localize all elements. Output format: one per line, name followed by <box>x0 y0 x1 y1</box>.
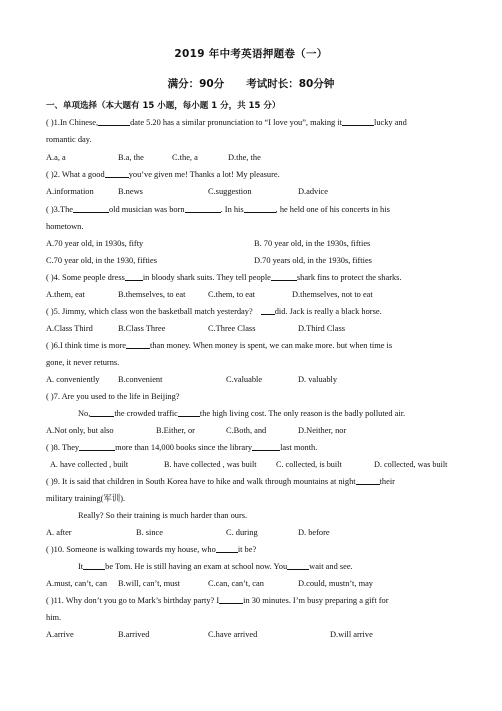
blank <box>98 117 130 126</box>
question-7-reply: No, the crowded traffic the high living cost. The only reason is the badly polluted air. <box>78 409 406 418</box>
question-5: ( )5. Jimmy, which class won the basketball match yesterday? did. Jack is really a black horse. <box>46 307 382 316</box>
option-b: B.will, can’t, must <box>118 579 180 588</box>
option-d: D.Third Class <box>298 324 345 333</box>
blank <box>287 561 309 570</box>
option-d: D.the, the <box>228 153 261 162</box>
blank <box>73 204 109 213</box>
option-d: D.70 years old, in the 1930s, fifties <box>254 256 372 265</box>
section-heading: 一、单项选择（本大题有 15 小题，每小题 1 分，共 15 分） <box>46 101 281 111</box>
option-c: C.Both, and <box>226 426 267 435</box>
option-b: B.convenient <box>118 375 163 384</box>
blank <box>244 204 276 213</box>
blank <box>126 340 150 349</box>
option-a: A. after <box>46 528 72 537</box>
blank <box>125 272 143 281</box>
option-d: D. valuably <box>298 375 338 384</box>
option-c: C.them, to eat <box>208 290 255 299</box>
full-score: 满分：90分 <box>167 78 225 90</box>
exam-title: 2019 年中考英语押题卷（一） <box>174 48 328 60</box>
option-d: D. collected, was built <box>374 460 448 469</box>
option-c: C.valuable <box>226 375 263 384</box>
question-10: ( )10. Someone is walking towards my house, who it be? <box>46 545 257 554</box>
blank <box>216 544 238 553</box>
question-3-cont: hometown. <box>46 222 84 231</box>
question-9: ( )9. It is said that children in South Korea have to hike and walk through mountains at night their <box>46 477 395 486</box>
option-a: A.Class Third <box>46 324 93 333</box>
question-6: ( )6.I think time is more than money. When money is spent, we can make more. but when time is <box>46 341 393 350</box>
option-a: A.a, a <box>46 153 66 162</box>
blank <box>261 306 275 315</box>
question-9-reply: Really? So their training is much harder than ours. <box>78 511 248 520</box>
blank <box>79 442 115 451</box>
option-a: A.70 year old, in 1930s, fifty <box>46 239 144 248</box>
option-c: C.can, can’t, can <box>208 579 264 588</box>
question-9-cont: military training(军训). <box>46 494 126 503</box>
option-b: B. 70 year old, in the 1930s, fifties <box>254 239 371 248</box>
option-b: B.a, the <box>118 153 144 162</box>
option-d: D. before <box>298 528 330 537</box>
option-c: C.Three Class <box>208 324 256 333</box>
option-b: B.Class Three <box>118 324 166 333</box>
option-c: C.have arrived <box>208 630 258 639</box>
question-11-cont: him. <box>46 613 62 622</box>
option-a: A.information <box>46 187 94 196</box>
blank <box>178 408 200 417</box>
question-2: ( )2. What a good you’ve given me! Thanks a lot! My pleasure. <box>46 170 280 179</box>
option-c: C. during <box>226 528 258 537</box>
option-c: C.the, a <box>172 153 198 162</box>
option-b: B. have collected , was built <box>164 460 257 469</box>
option-c: C.70 year old, in the 1930, fifties <box>46 256 157 265</box>
option-a: A.them, eat <box>46 290 85 299</box>
blank <box>90 408 114 417</box>
option-d: D.Neither, nor <box>298 426 347 435</box>
blank <box>356 476 380 485</box>
option-b: B.themselves, to eat <box>118 290 186 299</box>
blank <box>83 561 105 570</box>
question-3: ( )3.The old musician was born . In his , he held one of his concerts in his <box>46 205 390 214</box>
option-b: B. since <box>136 528 163 537</box>
option-c: C.suggestion <box>208 187 252 196</box>
option-a: A.Not only, but also <box>46 426 114 435</box>
blank <box>271 272 297 281</box>
blank <box>105 169 129 178</box>
option-a: A.arrive <box>46 630 74 639</box>
question-4: ( )4. Some people dress in bloody shark suits. They tell people shark fins to protect the sharks. <box>46 273 402 282</box>
question-1-cont: romantic day. <box>46 135 92 144</box>
option-d: D.could, mustn’t, may <box>298 579 373 588</box>
option-a: A. have collected , built <box>50 460 129 469</box>
option-c: C. collected, is built <box>276 460 342 469</box>
blank <box>342 117 374 126</box>
option-a: A. conveniently <box>46 375 100 384</box>
question-7: ( )7. Are you used to the life in Beijing? <box>46 392 180 401</box>
question-6-cont: gone, it never returns. <box>46 358 120 367</box>
question-11: ( )11. Why don’t you go to Mark’s birthday party? I in 30 minutes. I’m busy preparing a gift for <box>46 596 389 605</box>
blank <box>185 204 221 213</box>
option-a: A.must, can’t, can <box>46 579 108 588</box>
option-d: D.advice <box>298 187 328 196</box>
blank <box>252 442 280 451</box>
time-limit: 考试时长：80分钟 <box>246 78 335 90</box>
option-d: D.themselves, not to eat <box>292 290 373 299</box>
question-10-reply: It be Tom. He is still having an exam at school now. You wait and see. <box>78 562 353 571</box>
option-b: B.Either, or <box>156 426 195 435</box>
blank <box>219 595 243 604</box>
option-d: D.will arrive <box>330 630 373 639</box>
exam-info <box>0 76 502 91</box>
question-1: ( )1.In Chinese, date 5.20 has a similar pronunciation to “I love you”, making it lucky and <box>46 118 407 127</box>
question-8: ( )8. They more than 14,000 books since the library last month. <box>46 443 318 452</box>
option-b: B.news <box>118 187 143 196</box>
option-b: B.arrived <box>118 630 150 639</box>
